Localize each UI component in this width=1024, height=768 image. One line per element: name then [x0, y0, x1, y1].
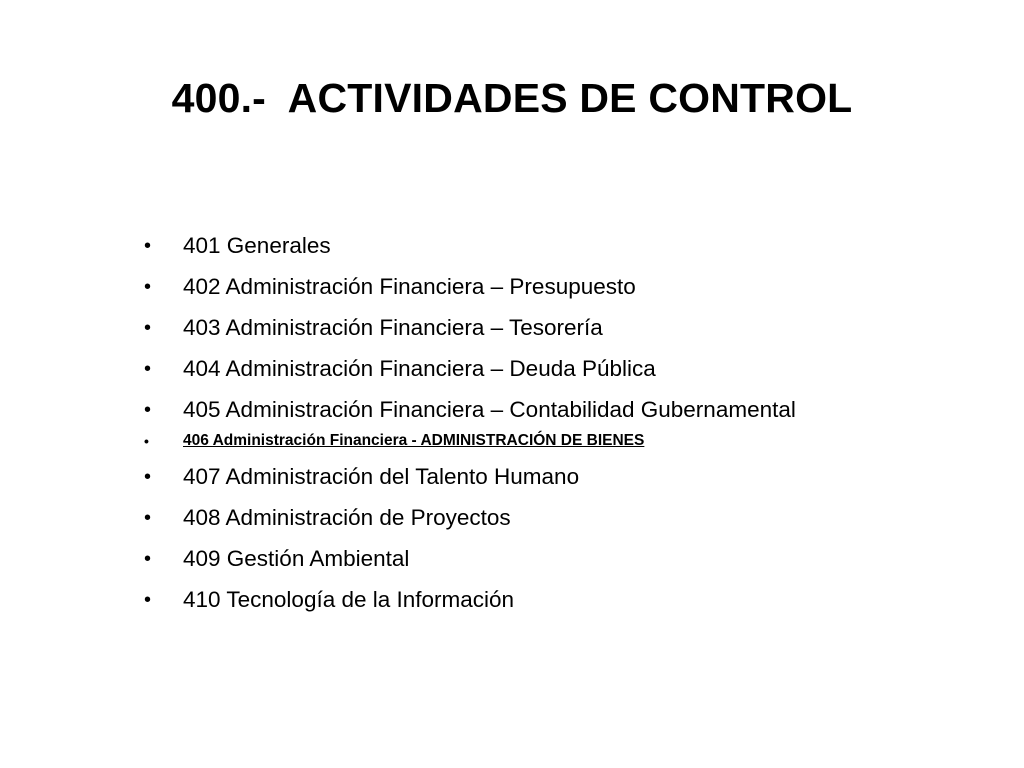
control-activities-list	[144, 232, 1004, 627]
list-item	[144, 396, 1004, 424]
list-item-label: 409 Gestión Ambiental	[183, 546, 410, 571]
list-item	[144, 545, 1004, 573]
bullet-icon: •	[144, 358, 152, 380]
bullet-icon: •	[144, 466, 152, 488]
list-item-label: 404 Administración Financiera – Deuda Pública	[183, 356, 656, 381]
bullet-icon: •	[144, 433, 149, 449]
list-item-label: 407 Administración del Talento Humano	[183, 464, 580, 489]
bullet-icon: •	[144, 589, 152, 611]
bullet-icon: •	[144, 317, 152, 339]
list-item	[144, 586, 1004, 614]
bullet-icon: •	[144, 507, 152, 529]
bullet-icon: •	[144, 235, 152, 257]
list-item-label: 405 Administración Financiera – Contabilidad Gubernamental	[183, 397, 796, 422]
slide-title: 400.- ACTIVIDADES DE CONTROL	[171, 75, 853, 121]
list-item-label: 406 Administración Financiera - ADMINISTRACIÓN DE BIENES	[183, 432, 645, 449]
list-item	[144, 273, 1004, 301]
list-item	[144, 314, 1004, 342]
list-item-label: 401 Generales	[183, 233, 331, 258]
bullet-icon: •	[144, 399, 152, 421]
list-item-label: 410 Tecnología de la Información	[183, 587, 515, 612]
list-item	[144, 355, 1004, 383]
list-item-highlighted	[144, 431, 1004, 451]
list-item	[144, 463, 1004, 491]
list-item-label: 402 Administración Financiera – Presupuesto	[183, 274, 636, 299]
bullet-icon: •	[144, 548, 152, 570]
list-item-label: 403 Administración Financiera – Tesorería	[183, 315, 603, 340]
bullet-icon: •	[144, 276, 152, 298]
list-item-label: 408 Administración de Proyectos	[183, 505, 511, 530]
list-item	[144, 504, 1004, 532]
list-item	[144, 232, 1004, 260]
